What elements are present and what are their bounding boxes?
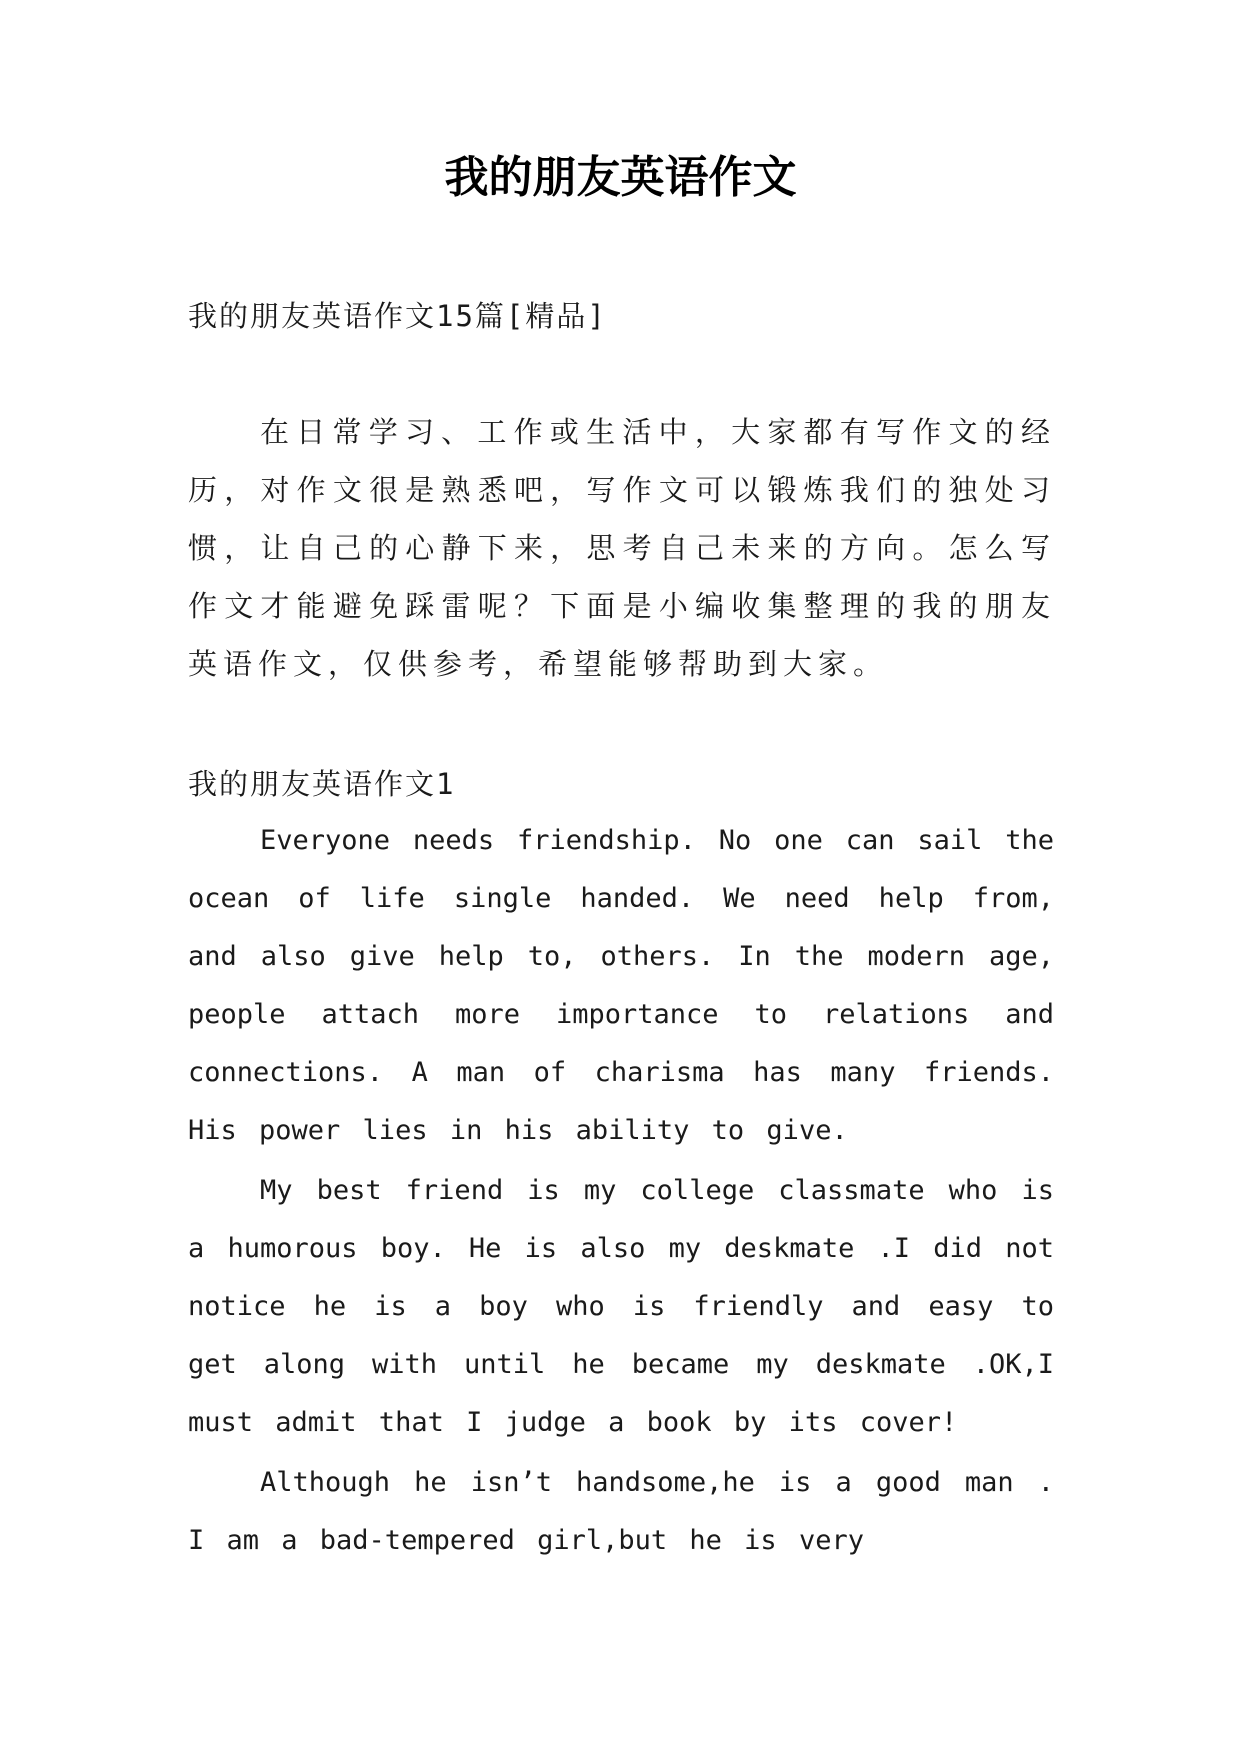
- essay-paragraph: My best friend is my college classmate who is a humorous boy. He is also my deskmate .I did not notice he is a boy who is friendly and easy to get along with until he became my deskmate .OK,I must admit that I judge a book by its cover!: [188, 1175, 1054, 1438]
- document-subtitle: 我的朋友英语作文15篇[精品]: [188, 299, 607, 333]
- essay-paragraph: Everyone needs friendship. No one can sail the ocean of life single handed. We need help from, and also give help to, others. In the modern age, people attach more importance to relations and connections. A man of charisma has many friends. His power lies in his ability to give.: [188, 825, 1054, 1146]
- intro-paragraph: 在日常学习、工作或生活中，大家都有写作文的经历，对作文很是熟悉吧，写作文可以锻炼我们的独处习惯，让自己的心静下来，思考自己未来的方向。怎么写作文才能避免踩雷呢？下面是小编收集整理的我的朋友英语作文，仅供参考，希望能够帮助到大家。: [188, 415, 1056, 681]
- section-heading: 我的朋友英语作文1: [188, 767, 456, 801]
- document-title: 我的朋友英语作文: [444, 152, 797, 203]
- essay-paragraph: Although he isn’t handsome,he is a good man . I am a bad-tempered girl,but he is very: [188, 1467, 1054, 1556]
